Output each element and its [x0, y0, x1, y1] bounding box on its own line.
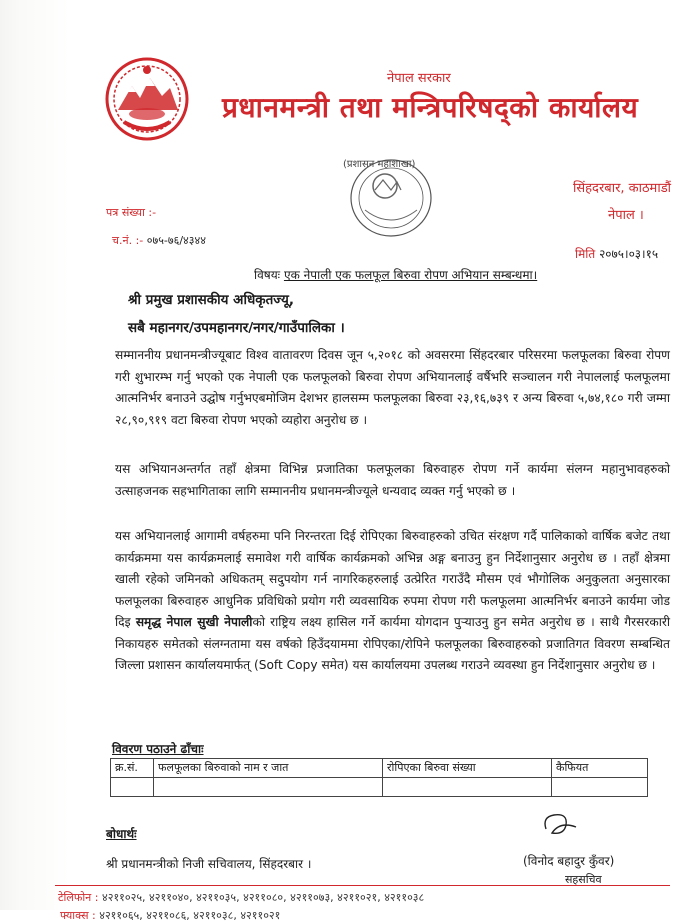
office-name-heading: प्रधानमन्त्री तथा मन्त्रिपरिषद्को कार्यालय — [222, 91, 639, 124]
nepal-emblem-logo — [104, 56, 190, 142]
telephone-line — [58, 890, 424, 905]
handwritten-signature — [538, 807, 583, 847]
table-cell — [111, 778, 154, 797]
table-header-cell: क्र.सं. — [111, 759, 154, 778]
table-header-row — [111, 759, 648, 778]
signatory-name: (विनोद बहादुर कुँवर) — [523, 854, 615, 868]
telephone-label: टेलिफोन : — [58, 891, 99, 904]
subject-line — [254, 266, 537, 283]
body-paragraph-3-part-a: यस अभियानलाई आगामी वर्षहरुमा पनि निरन्तरता दिई रोपिएका बिरुवाहरुको उचित संरक्षण गर्दै पालिकाको वार्षिक बजेट तथा कार्यक्रममा यस कार्यक्रमलाई समावेश गरी वार्षिक कार्यक्रमको अभिन्न अङ्ग बनाउनु हुन निर्देशानुसार अनुरोध छ । तहाँ क्षेत्रमा खाली रहेको जमिनको अधिकतम् सदुपयोग गर्न नागरिकहरुलाई उत्प्रेरित गराउँदै मौसम एवं भौगोलिक अनुकुलता अनुसारका फलफूलका बिरुवाहरु आधुनिक प्रविधिको प्रयोग गरी व्यवसायिक रुपमा रोपण गरी फलफूलमा आत्मनिर्भर बनाउने कार्यमा जोड दिइ — [115, 529, 670, 629]
fax-label: फ्याक्स : — [60, 909, 96, 922]
date-label: मिति — [575, 247, 596, 261]
signatory-title: सहसचिव — [565, 873, 602, 886]
table-header-cell: कैफियत — [552, 759, 648, 778]
table-cell — [552, 778, 648, 797]
body-paragraph-2: यस अभियानअन्तर्गत तहाँ क्षेत्रमा विभिन्न प्रजातिका फलफूलका बिरुवाहरु रोपण गर्ने कार्यमा संलग्न महानुभावहरुको उत्साहजनक सहभागिताका लागि सम्माननीय प्रधानमन्त्रीज्यूले धन्यवाद व्यक्त गर्नु भएको छ । — [115, 462, 670, 498]
form-template-title: विवरण पठाउने ढाँचाः — [112, 742, 204, 756]
chalan-label: च.नं. :- — [112, 234, 144, 247]
body-paragraph-1: सम्माननीय प्रधानमन्त्रीज्यूबाट विश्व वातावरण दिवस जून ५,२०१८ को अवसरमा सिंहदरबार परिसरमा फलफूलका बिरुवा रोपण गरी शुभारम्भ गर्नु भएको एक नेपाली एक फलफूलको बिरुवा रोपण अभियानलाई वर्षैभरि सञ्चालन गरी नेपाललाई फलफूलमा आत्मनिर्भर बनाउने उद्घोष गर्नुभएबमोजिम देशभर हालसम्म फलफूलका बिरुवा २३,१६,७३९ र अन्य बिरुवा ५,७४,१८० गरी जम्मा २८,९०,९१९ वटा बिरुवा रोपण भएको व्यहोरा अनुरोध छ । — [115, 348, 670, 427]
body-paragraph-3-bold: समृद्ध नेपाल सुखी नेपाली — [135, 615, 253, 629]
recipient-line-1: श्री प्रमुख प्रशासकीय अधिकृतज्यू, — [128, 292, 294, 308]
fax-line — [60, 908, 280, 923]
date-value: २०७५।०३।१५ — [599, 247, 659, 261]
cc-label: बोधार्थः — [106, 827, 137, 841]
address-line-2: नेपाल । — [608, 208, 644, 223]
body-paragraph-3-part-b: को राष्ट्रिय लक्ष्य हासिल गर्ने कार्यमा योगदान पुर्‍याउनु हुन समेत अनुरोध छ । साथै गैरसरकारी निकायहरु समेतको संलग्नतामा यस वर्षको हिउँदयाममा रोपिएका/रोपिने फलफूलका बिरुवाहरुको प्रजातिगत विवरण सम्बन्धित जिल्ला प्रशासन कार्यालयमार्फत् (Soft Copy समेत) यस कार्यालयमा उपलब्ध गराउने व्यवस्था हुन निर्देशानुसार अनुरोध छ । — [115, 615, 671, 672]
letter-date — [575, 245, 658, 262]
table-cell — [383, 778, 552, 797]
stamp-text: (प्रशासन महाशाखा) — [343, 159, 416, 170]
government-heading: नेपाल सरकार — [387, 71, 451, 86]
table-header-cell: रोपिएका बिरुवा संख्या — [383, 759, 552, 778]
chalan-value: ०७५-७६/४३४४ — [146, 234, 206, 247]
form-template-table — [110, 758, 648, 797]
address-line-1: सिंहदरबार, काठमाडौं — [573, 181, 672, 196]
subject-text: एक नेपाली एक फलफूल बिरुवा रोपण अभियान सम्बन्धमा। — [283, 268, 538, 282]
table-row — [111, 778, 648, 797]
footer-divider — [55, 885, 670, 886]
chalan-number — [112, 233, 206, 248]
table-cell — [154, 778, 383, 797]
cc-recipient: श्री प्रधानमन्त्रीको निजी सचिवालय, सिंहदरबार । — [106, 857, 312, 871]
fax-numbers: ४२११०६५, ४२११०८६, ४२११०३८, ४२११०२१ — [99, 909, 281, 922]
telephone-numbers: ४२११०२५, ४२११०४०, ४२११०३५, ४२११०८०, ४२११०७३, ४२११०२१, ४२११०३८ — [102, 891, 425, 904]
recipient-line-2: सबै महानगर/उपमहानगर/नगर/गाउँपालिका । — [128, 320, 345, 336]
body-paragraph-3 — [115, 526, 670, 677]
subject-label: विषयः — [254, 268, 281, 282]
table-header-cell: फलफूलका बिरुवाको नाम र जात — [154, 759, 383, 778]
reference-number-label: पत्र संख्या :- — [106, 206, 157, 219]
